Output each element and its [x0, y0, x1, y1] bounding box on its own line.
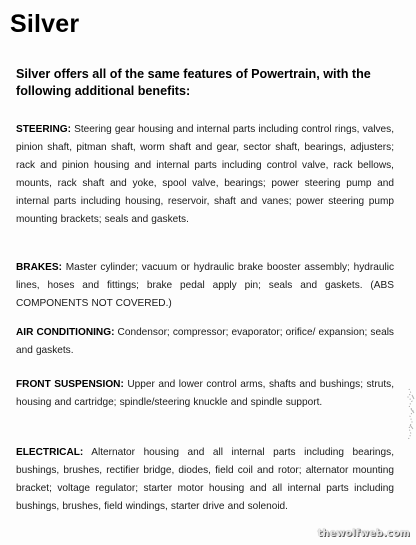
watermark: thewolfweb.com — [317, 528, 410, 539]
section-text-air-conditioning: Condensor; compressor; evaporator; orifice/ expansion; seals and gaskets. — [16, 327, 394, 357]
section-text-front-suspension: Upper and lower control arms, shafts and bushings; struts, housing and cartridge; spindle/steering knuckle and spindle support. — [16, 379, 394, 409]
section-front-suspension — [16, 376, 394, 412]
section-text-steering: Steering gear housing and internal parts including control rings, valves, pinion shaft, pitman shaft, worm shaft and gear, sector shaft, bearings, adjusters; rack and pinion housing and internal parts including control valve, rack bellows, mounts, rack shaft and yoke, spool valve, bearings; power steering pump and internal parts including housing, reservoir, shaft and vanes; power steering pump mounting brackets; seals and gaskets. — [16, 124, 394, 226]
section-text-electrical: Alternator housing and all internal parts including bearings, bushings, brushes, rectifier bridge, diodes, field coil and rotor; alternator mounting bracket; voltage regulator; starter motor housing and all internal parts including bushings, brushes, field windings, starter drive and solenoid. — [16, 447, 394, 513]
section-heading-air-conditioning: AIR CONDITIONING: — [16, 327, 115, 338]
intro-paragraph: Silver offers all of the same features of Powertrain, with the following additional benefits: — [16, 67, 371, 98]
page-title: Silver — [10, 10, 80, 38]
section-heading-steering: STEERING: — [16, 124, 71, 135]
section-steering — [16, 121, 394, 230]
section-brakes — [16, 259, 394, 313]
section-text-brakes: Master cylinder; vacuum or hydraulic brake booster assembly; hydraulic lines, hoses and fittings; brake pedal apply pin; seals and gaskets. (ABS COMPONENTS NOT COVERED.) — [16, 262, 394, 310]
section-electrical — [16, 444, 394, 516]
section-heading-electrical: ELECTRICAL: — [16, 447, 84, 458]
section-air-conditioning — [16, 324, 394, 360]
section-heading-front-suspension: FRONT SUSPENSION: — [16, 379, 124, 390]
section-heading-brakes: BRAKES: — [16, 262, 62, 273]
scan-edge-marks — [400, 385, 416, 445]
